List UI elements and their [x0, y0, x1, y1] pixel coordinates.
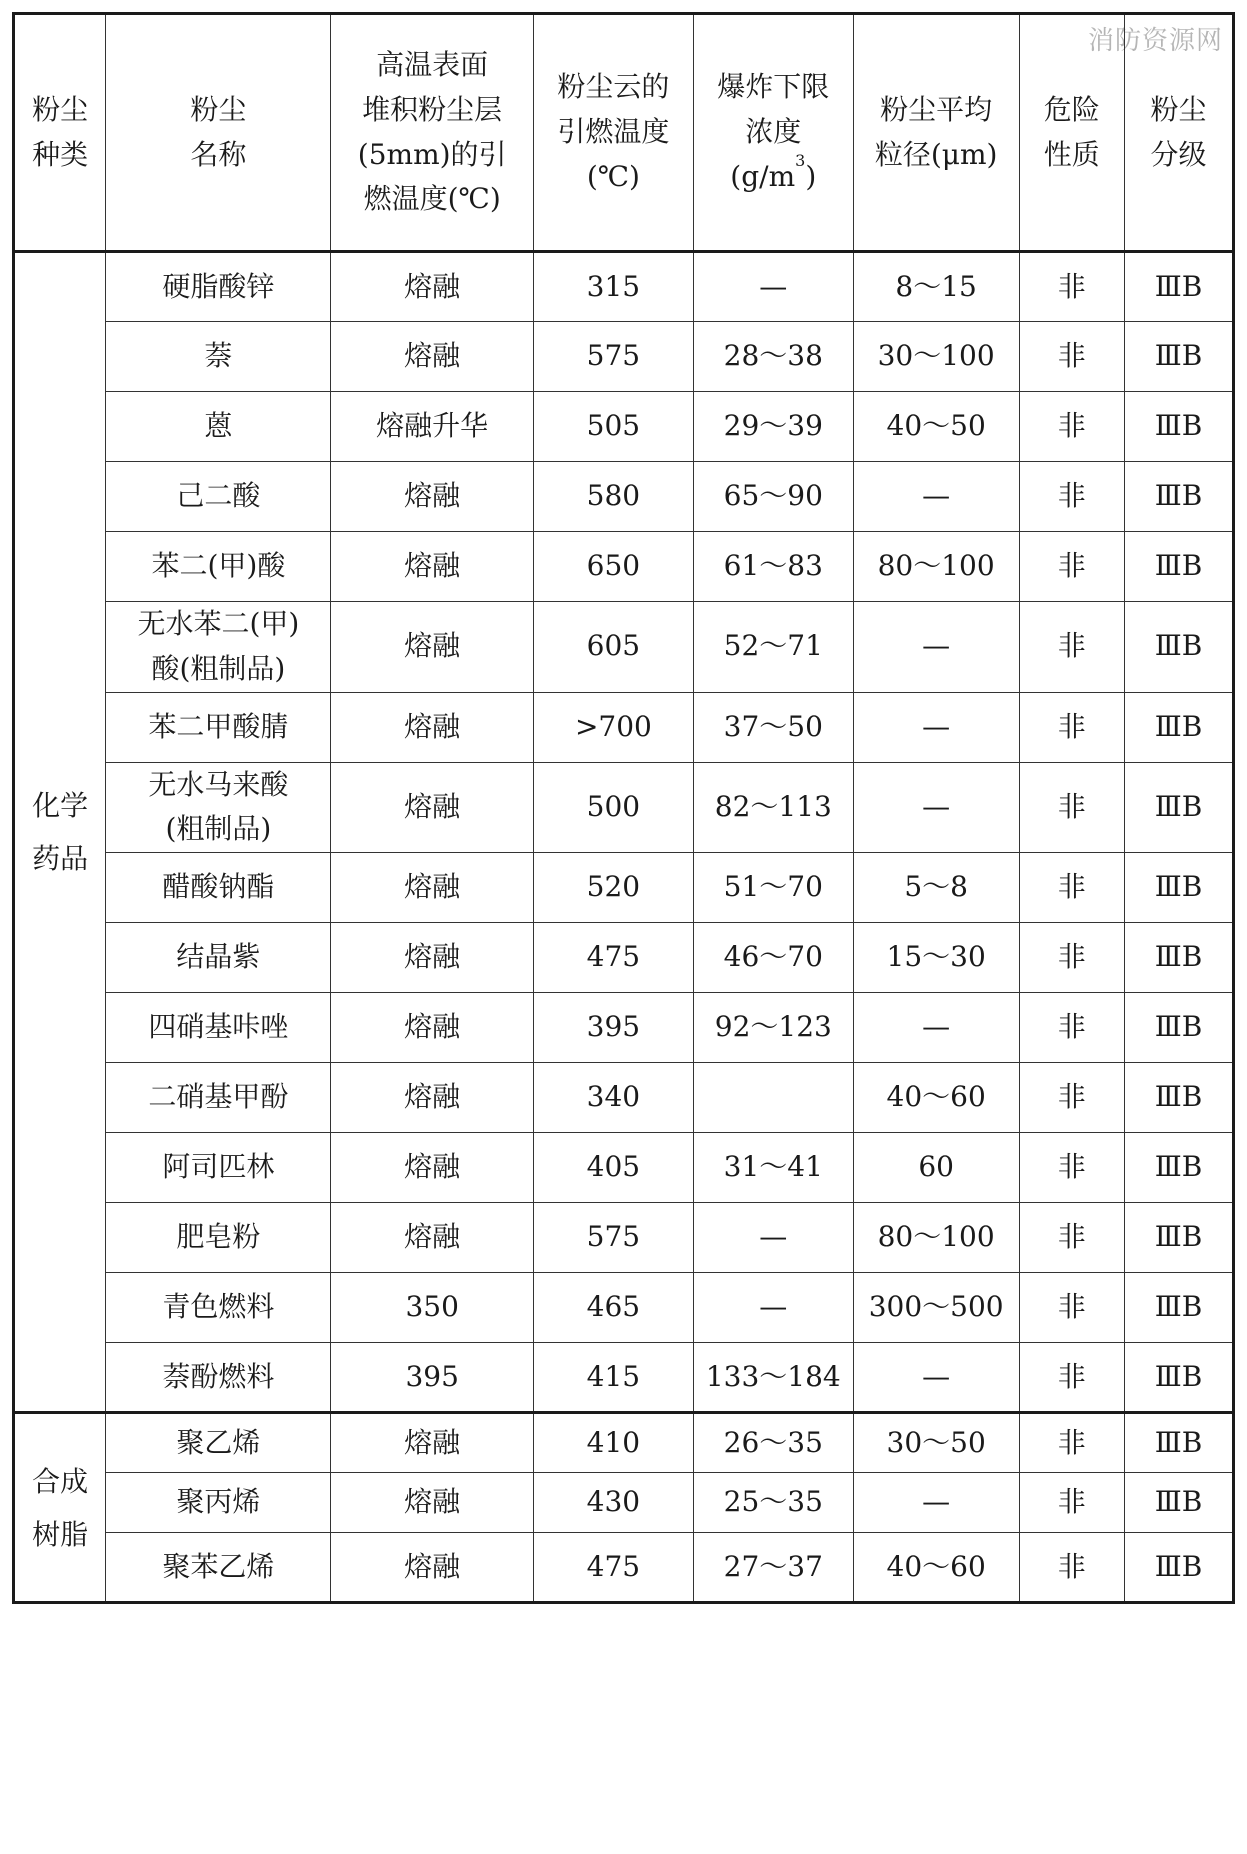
- cell-name: 萘酚燃料: [106, 1343, 331, 1413]
- cell-size: 80～100: [853, 532, 1019, 602]
- table-row: [14, 1413, 1234, 1473]
- cell-cloud-temp: 315: [533, 252, 693, 322]
- cell-size: —: [853, 692, 1019, 762]
- table-row: [14, 462, 1234, 532]
- cell-cloud-temp: 500: [533, 762, 693, 853]
- cell-grade: ⅢB: [1124, 993, 1233, 1063]
- cell-layer-temp: 熔融: [331, 692, 534, 762]
- cell-layer-temp: 熔融: [331, 1063, 534, 1133]
- cell-cloud-temp: 575: [533, 322, 693, 392]
- cell-cloud-temp: 405: [533, 1133, 693, 1203]
- cell-layer-temp: 熔融: [331, 1533, 534, 1603]
- cell-layer-temp: 熔融: [331, 252, 534, 322]
- cell-hazard: 非: [1019, 1343, 1124, 1413]
- cell-lel: 26～35: [693, 1413, 853, 1473]
- cell-lel: 92～123: [693, 993, 853, 1063]
- cell-size: —: [853, 993, 1019, 1063]
- cell-grade: ⅢB: [1124, 1133, 1233, 1203]
- cell-layer-temp: 熔融: [331, 602, 534, 693]
- cell-size: 5～8: [853, 853, 1019, 923]
- cell-grade: ⅢB: [1124, 762, 1233, 853]
- cell-size: —: [853, 1343, 1019, 1413]
- cell-hazard: 非: [1019, 1473, 1124, 1533]
- cell-layer-temp: 熔融: [331, 853, 534, 923]
- cell-layer-temp: 熔融: [331, 532, 534, 602]
- cell-layer-temp: 熔融: [331, 993, 534, 1063]
- cell-name: 青色燃料: [106, 1273, 331, 1343]
- cell-cloud-temp: 505: [533, 392, 693, 462]
- cell-size: —: [853, 762, 1019, 853]
- cell-layer-temp: 熔融: [331, 1473, 534, 1533]
- table-row: [14, 1063, 1234, 1133]
- cell-layer-temp: 熔融: [331, 1413, 534, 1473]
- cell-grade: ⅢB: [1124, 1063, 1233, 1133]
- cell-lel: 28～38: [693, 322, 853, 392]
- cell-name: 肥皂粉: [106, 1203, 331, 1273]
- cell-name: 苯二甲酸腈: [106, 692, 331, 762]
- cell-hazard: 非: [1019, 462, 1124, 532]
- cell-name: 己二酸: [106, 462, 331, 532]
- cell-grade: ⅢB: [1124, 692, 1233, 762]
- table-row: [14, 1473, 1234, 1533]
- table-row: [14, 1343, 1234, 1413]
- cell-hazard: 非: [1019, 1063, 1124, 1133]
- cell-size: 30～50: [853, 1413, 1019, 1473]
- header-lel-close: ): [805, 159, 817, 193]
- cell-hazard: 非: [1019, 853, 1124, 923]
- cell-size: 30～100: [853, 322, 1019, 392]
- cell-lel: 61～83: [693, 532, 853, 602]
- cell-hazard: 非: [1019, 923, 1124, 993]
- table-row: [14, 923, 1234, 993]
- cell-grade: ⅢB: [1124, 1343, 1233, 1413]
- cell-name: 无水马来酸 (粗制品): [106, 762, 331, 853]
- cell-grade: ⅢB: [1124, 1473, 1233, 1533]
- cell-layer-temp: 350: [331, 1273, 534, 1343]
- header-category: 粉尘 种类: [14, 14, 106, 252]
- cell-hazard: 非: [1019, 762, 1124, 853]
- cell-cloud-temp: 395: [533, 993, 693, 1063]
- cell-lel: [693, 1063, 853, 1133]
- header-name: 粉尘 名称: [106, 14, 331, 252]
- cell-lel: —: [693, 1273, 853, 1343]
- cell-size: —: [853, 1473, 1019, 1533]
- cell-lel: 37～50: [693, 692, 853, 762]
- cell-name: 蒽: [106, 392, 331, 462]
- cell-grade: ⅢB: [1124, 1203, 1233, 1273]
- cell-name: 阿司匹林: [106, 1133, 331, 1203]
- table-row: [14, 1203, 1234, 1273]
- cell-lel: 133～184: [693, 1343, 853, 1413]
- cell-size: 40～60: [853, 1533, 1019, 1603]
- header-cloud-temp: 粉尘云的 引燃温度 (℃): [533, 14, 693, 252]
- cell-name: 聚乙烯: [106, 1413, 331, 1473]
- cell-layer-temp: 熔融: [331, 1133, 534, 1203]
- cell-size: 40～50: [853, 392, 1019, 462]
- cell-layer-temp: 395: [331, 1343, 534, 1413]
- category-cell: 合成 树脂: [14, 1413, 106, 1603]
- table-row: [14, 602, 1234, 693]
- dust-properties-table: [12, 12, 1235, 1604]
- cell-name: 聚苯乙烯: [106, 1533, 331, 1603]
- cell-cloud-temp: 415: [533, 1343, 693, 1413]
- cell-size: 300～500: [853, 1273, 1019, 1343]
- cell-cloud-temp: 575: [533, 1203, 693, 1273]
- table-row: [14, 322, 1234, 392]
- header-grade: 粉尘 分级: [1124, 14, 1233, 252]
- cell-name: 四硝基咔唑: [106, 993, 331, 1063]
- cell-cloud-temp: >700: [533, 692, 693, 762]
- cell-grade: ⅢB: [1124, 853, 1233, 923]
- cell-grade: ⅢB: [1124, 462, 1233, 532]
- header-lel: [693, 14, 853, 252]
- cell-hazard: 非: [1019, 1413, 1124, 1473]
- cell-hazard: 非: [1019, 392, 1124, 462]
- cell-name: 结晶紫: [106, 923, 331, 993]
- cell-hazard: 非: [1019, 993, 1124, 1063]
- cell-size: 80～100: [853, 1203, 1019, 1273]
- table-row: [14, 692, 1234, 762]
- cell-size: 15～30: [853, 923, 1019, 993]
- cell-cloud-temp: 605: [533, 602, 693, 693]
- cell-hazard: 非: [1019, 1533, 1124, 1603]
- cell-cloud-temp: 465: [533, 1273, 693, 1343]
- cell-name: 醋酸钠酯: [106, 853, 331, 923]
- cell-layer-temp: 熔融: [331, 923, 534, 993]
- cell-hazard: 非: [1019, 602, 1124, 693]
- cell-hazard: 非: [1019, 1273, 1124, 1343]
- cell-size: 8～15: [853, 252, 1019, 322]
- header-size: 粉尘平均 粒径(μm): [853, 14, 1019, 252]
- cell-lel: 29～39: [693, 392, 853, 462]
- cell-layer-temp: 熔融升华: [331, 392, 534, 462]
- cell-lel: 82～113: [693, 762, 853, 853]
- cell-grade: ⅢB: [1124, 532, 1233, 602]
- cell-name: 聚丙烯: [106, 1473, 331, 1533]
- cell-layer-temp: 熔融: [331, 462, 534, 532]
- header-hazard: 危险 性质: [1019, 14, 1124, 252]
- table-row: [14, 762, 1234, 853]
- table-row: [14, 853, 1234, 923]
- header-lel-exponent: 3: [795, 150, 806, 170]
- cell-name: 无水苯二(甲) 酸(粗制品): [106, 602, 331, 693]
- table-row: [14, 1533, 1234, 1603]
- table-row: [14, 1133, 1234, 1203]
- cell-cloud-temp: 430: [533, 1473, 693, 1533]
- cell-grade: ⅢB: [1124, 322, 1233, 392]
- cell-hazard: 非: [1019, 692, 1124, 762]
- cell-lel: —: [693, 1203, 853, 1273]
- cell-layer-temp: 熔融: [331, 322, 534, 392]
- cell-grade: ⅢB: [1124, 602, 1233, 693]
- cell-layer-temp: 熔融: [331, 762, 534, 853]
- cell-grade: ⅢB: [1124, 1273, 1233, 1343]
- table-row: [14, 1273, 1234, 1343]
- cell-size: 60: [853, 1133, 1019, 1203]
- table-row: [14, 252, 1234, 322]
- cell-name: 硬脂酸锌: [106, 252, 331, 322]
- cell-name: 苯二(甲)酸: [106, 532, 331, 602]
- cell-grade: ⅢB: [1124, 252, 1233, 322]
- cell-lel: 65～90: [693, 462, 853, 532]
- header-row: [14, 14, 1234, 252]
- cell-cloud-temp: 580: [533, 462, 693, 532]
- cell-cloud-temp: 520: [533, 853, 693, 923]
- watermark: 消防资源网: [1087, 26, 1223, 56]
- cell-hazard: 非: [1019, 322, 1124, 392]
- cell-lel: 52～71: [693, 602, 853, 693]
- table-row: [14, 993, 1234, 1063]
- table-row: [14, 532, 1234, 602]
- cell-hazard: 非: [1019, 1203, 1124, 1273]
- category-cell: 化学 药品: [14, 252, 106, 1413]
- cell-grade: ⅢB: [1124, 1533, 1233, 1603]
- cell-cloud-temp: 650: [533, 532, 693, 602]
- header-layer-temp: 高温表面 堆积粉尘层 (5mm)的引 燃温度(℃): [331, 14, 534, 252]
- cell-size: —: [853, 462, 1019, 532]
- cell-lel: 31～41: [693, 1133, 853, 1203]
- cell-grade: ⅢB: [1124, 923, 1233, 993]
- cell-hazard: 非: [1019, 1133, 1124, 1203]
- cell-name: 萘: [106, 322, 331, 392]
- cell-layer-temp: 熔融: [331, 1203, 534, 1273]
- cell-cloud-temp: 475: [533, 1533, 693, 1603]
- cell-lel: 51～70: [693, 853, 853, 923]
- cell-cloud-temp: 410: [533, 1413, 693, 1473]
- cell-size: —: [853, 602, 1019, 693]
- header-lel-text: 爆炸下限 浓度 (g/m: [717, 70, 830, 193]
- cell-lel: 25～35: [693, 1473, 853, 1533]
- cell-grade: ⅢB: [1124, 392, 1233, 462]
- cell-cloud-temp: 475: [533, 923, 693, 993]
- cell-hazard: 非: [1019, 532, 1124, 602]
- cell-lel: 46～70: [693, 923, 853, 993]
- cell-lel: 27～37: [693, 1533, 853, 1603]
- cell-size: 40～60: [853, 1063, 1019, 1133]
- table-body: [14, 252, 1234, 1603]
- cell-cloud-temp: 340: [533, 1063, 693, 1133]
- table-row: [14, 392, 1234, 462]
- cell-name: 二硝基甲酚: [106, 1063, 331, 1133]
- cell-lel: —: [693, 252, 853, 322]
- cell-grade: ⅢB: [1124, 1413, 1233, 1473]
- cell-hazard: 非: [1019, 252, 1124, 322]
